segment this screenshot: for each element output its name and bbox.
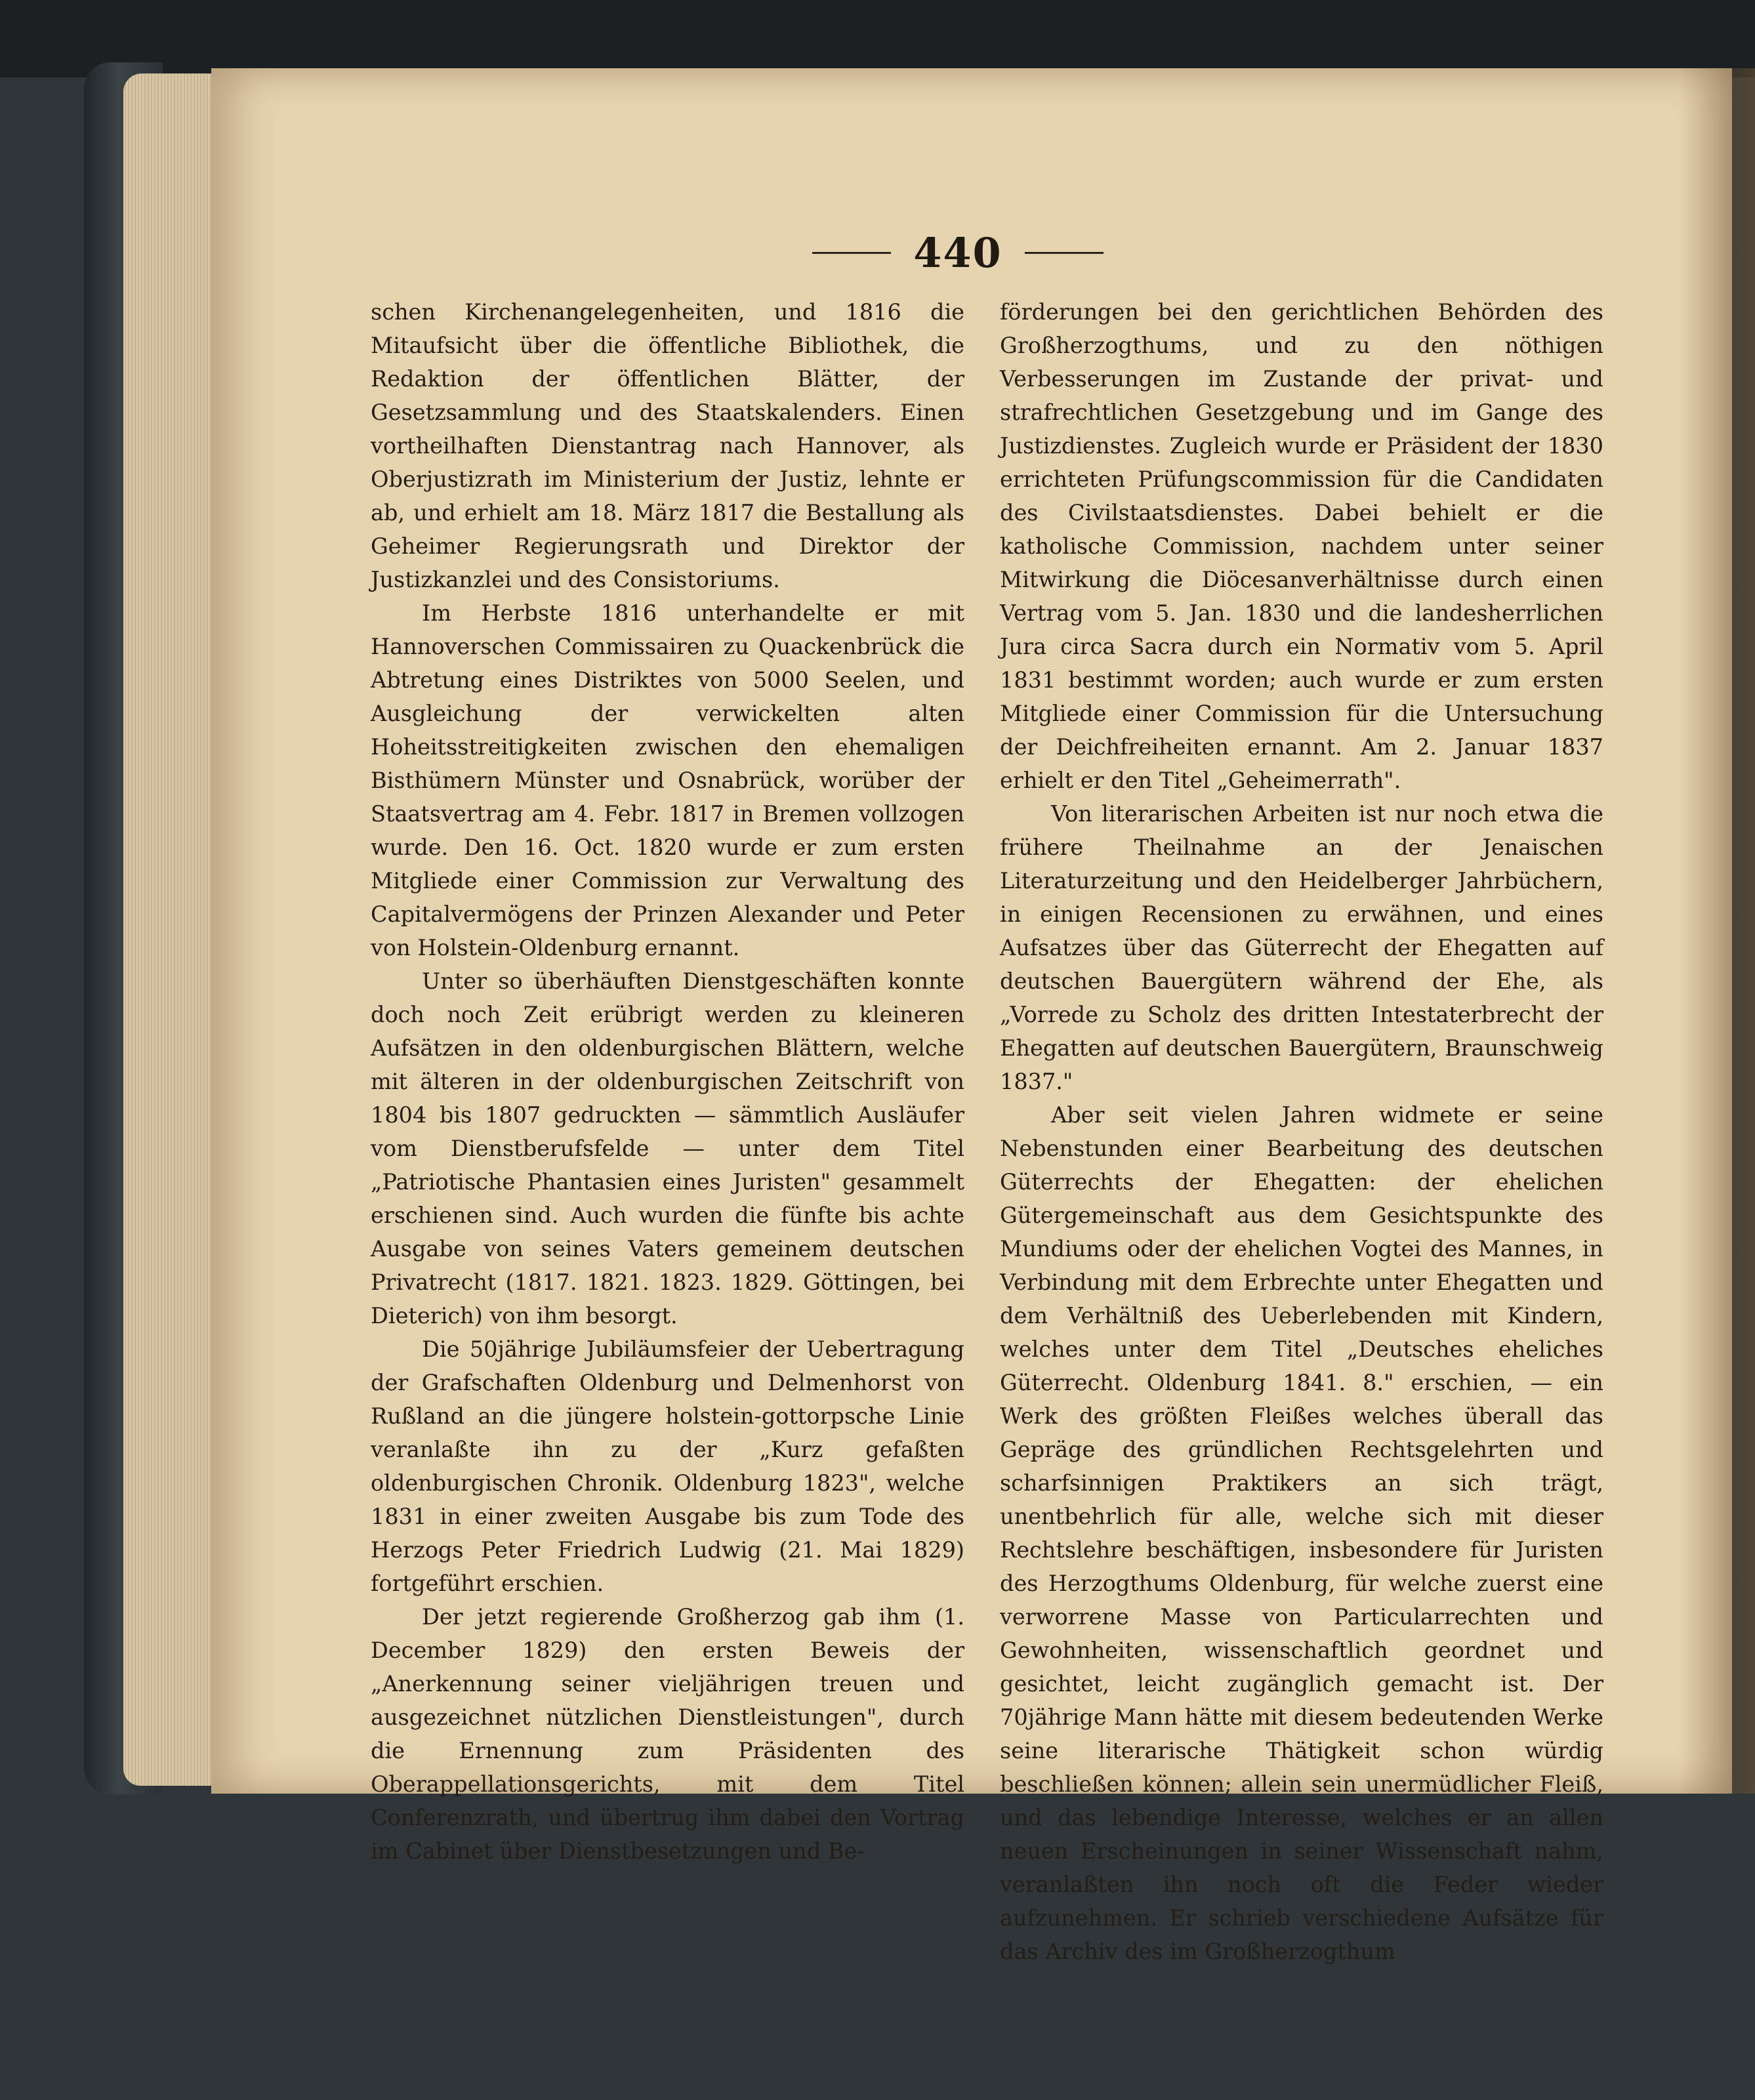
paragraph: Unter so überhäuften Dienstgeschäften konnte doch noch Zeit erübrigt werden zu kleineren Aufsätzen in den oldenburgischen Blättern, welche mit älteren in der oldenburgischen Zeitschrift von 1804 bis 1807 gedruckten — sämmtlich Ausläufer vom Dienstberufsfelde — unter dem Titel „Patriotische Phantasien eines Juristen" gesammelt erschienen sind. Auch wurden die fünfte bis achte Ausgabe von seines Vaters gemeinem deutschen Privatrecht (1817. 1821. 1823. 1829. Göttingen, bei Dieterich) von ihm besorgt. xyxy=(371,968,964,1328)
paragraph: Von literarischen Arbeiten ist nur noch etwa die frühere Theilnahme an der Jenaischen Literaturzeitung und den Heidelberger Jahrbüchern, in einigen Recensionen zu erwähnen, und eines Aufsatzes über das Güterrecht der Ehegatten auf deutschen Bauergütern während der Ehe, als „Vorrede zu Scholz des dritten Intestaterbrecht der Ehegatten auf deutschen Bauergütern, Braunschweig 1837." xyxy=(1000,801,1603,1094)
right-column xyxy=(1000,295,1603,1968)
page-header xyxy=(761,223,1155,282)
paragraph: Die 50jährige Jubiläumsfeier der Uebertragung der Grafschaften Oldenburg und Delmenhorst von Rußland an die jüngere holstein-gottorpsche Linie veranlaßte ihn zu der „Kurz gefaßten oldenburgischen Chronik. Oldenburg 1823", welche 1831 in einer zweiten Ausgabe bis zum Tode des Herzogs Peter Friedrich Ludwig (21. Mai 1829) fortgeführt erschien. xyxy=(371,1336,964,1596)
header-rule-right xyxy=(1025,252,1104,254)
paragraph: Aber seit vielen Jahren widmete er seine Nebenstunden einer Bearbeitung des deutschen Güterrechts der Ehegatten: der ehelichen Gütergemeinschaft aus dem Gesichtspunkte des Mundiums oder der ehelichen Vogtei des Mannes, in Verbindung mit dem Erbrechte unter Ehegatten und dem Verhältniß des Ueberlebenden mit Kindern, welches unter dem Titel „Deutsches eheliches Güterrecht. Oldenburg 1841. 8." erschien, — ein Werk des größten Fleißes welches überall das Gepräge des gründlichen Rechtsgelehrten und scharfsinnigen Praktikers an sich trägt, unentbehrlich für alle, welche sich mit dieser Rechtslehre beschäftigen, insbesondere für Juristen des Herzogthums Oldenburg, für welche zuerst eine verworrene Masse von Particularrechten und Gewohnheiten, wissenschaftlich geordnet und gesichtet, leicht zugänglich gemacht ist. Der 70jährige Mann hätte mit diesem bedeutenden Werke seine literarische Thätigkeit schon würdig beschließen können; allein sein unermüdlicher Fleiß, und das lebendige Interesse, welches er an allen neuen Erscheinungen in seiner Wissenschaft nahm, veranlaßten ihn noch oft die Feder wieder aufzunehmen. Er schrieb verschiedene Aufsätze für das Archiv des im Großherzogthum xyxy=(1000,1102,1603,1964)
header-rule-left xyxy=(812,252,891,254)
page-edges xyxy=(123,73,222,1786)
background-top xyxy=(0,0,1755,77)
paragraph: schen Kirchenangelegenheiten, und 1816 die Mitaufsicht über die öffentliche Bibliothek, die Redaktion der öffentlichen Blätter, der Gesetzsammlung und des Staatskalenders. Einen vortheilhaften Dienstantrag nach Hannover, als Oberjustizrath im Ministerium der Justiz, lehnte er ab, und erhielt am 18. März 1817 die Bestallung als Geheimer Regierungsrath und Direktor der Justizkanzlei und des Consistoriums. xyxy=(371,299,964,592)
gutter-shadow xyxy=(1680,68,1755,1794)
paragraph: Im Herbste 1816 unterhandelte er mit Hannoverschen Commissairen zu Quackenbrück die Abtretung eines Distriktes von 5000 Seelen, und Ausgleichung der verwickelten alten Hoheitsstreitigkeiten zwischen den ehemaligen Bisthümern Münster und Osnabrück, worüber der Staatsvertrag am 4. Febr. 1817 in Bremen vollzogen wurde. Den 16. Oct. 1820 wurde er zum ersten Mitgliede einer Commission zur Verwaltung des Capitalvermögens der Prinzen Alexander und Peter von Holstein-Oldenburg ernannt. xyxy=(371,600,964,960)
paragraph: Der jetzt regierende Großherzog gab ihm (1. December 1829) den ersten Beweis der „Anerkennung seiner vieljährigen treuen und ausgezeichnet nützlichen Dienstleistungen", durch die Ernennung zum Präsidenten des Oberappellationsgerichts, mit dem Titel Conferenzrath, und übertrug ihm dabei den Vortrag im Cabinet über Dienstbesetzungen und Be- xyxy=(371,1604,964,1864)
left-column xyxy=(371,295,964,1868)
page-number: 440 xyxy=(913,228,1002,277)
paragraph: förderungen bei den gerichtlichen Behörden des Großherzogthums, und zu den nöthigen Verbesserungen im Zustande der privat- und strafrechtlichen Gesetzgebung und im Gange des Justizdienstes. Zugleich wurde er Präsident der 1830 errichteten Prüfungscommission für die Candidaten des Civilstaatsdienstes. Dabei behielt er die katholische Commission, nachdem unter seiner Mitwirkung die Diöcesanverhältnisse durch einen Vertrag vom 5. Jan. 1830 und die landesherrlichen Jura circa Sacra durch ein Normativ vom 5. April 1831 bestimmt worden; auch wurde er zum ersten Mitgliede einer Commission für die Untersuchung der Deichfreiheiten ernannt. Am 2. Januar 1837 erhielt er den Titel „Geheimerrath". xyxy=(1000,299,1603,793)
